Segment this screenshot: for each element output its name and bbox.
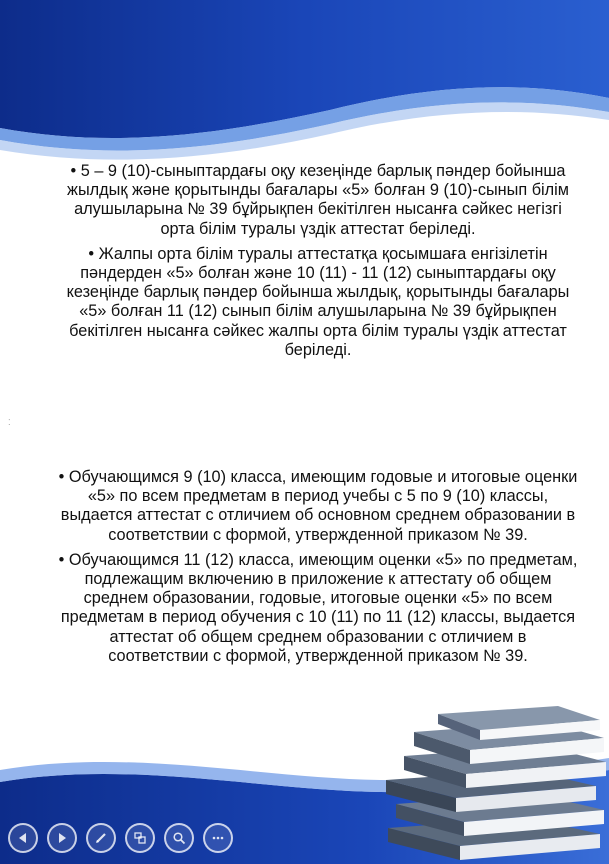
ru-paragraph-1: • Обучающимся 9 (10) класса, имеющим годовые и итоговые оценки «5» по всем предметам в период учебы с 5 по 9 (10) классы, выдается аттестат с отличием об основном среднем образовании в соответствии с формой, утвержденной приказом № 39. <box>58 468 578 544</box>
more-icon <box>211 831 225 845</box>
zoom-button[interactable] <box>164 823 194 853</box>
russian-text-block <box>58 468 578 672</box>
pen-icon <box>94 831 108 845</box>
back-button[interactable] <box>8 823 38 853</box>
slide-navigation <box>8 823 233 857</box>
ru-paragraph-2: • Обучающимся 11 (12) класса, имеющим оценки «5» по предметам, подлежащим включению в приложение к аттестату об общем среднем образовании, годовые, итоговые оценки «5» по всем предметам в период обучения с 10 (11) по 11 (12) классы, выдается аттестат об общем среднем образовании с отличием в соответствии с формой, утвержденной приказом № 39. <box>58 550 578 665</box>
slides-icon <box>133 831 147 845</box>
kazakh-text-block <box>58 162 578 366</box>
zoom-icon <box>172 831 186 845</box>
forward-icon <box>55 831 69 845</box>
pen-button[interactable] <box>86 823 116 853</box>
books-stack-icon <box>378 700 609 864</box>
more-button[interactable] <box>203 823 233 853</box>
kz-paragraph-1: • 5 – 9 (10)-сыныптардағы оқу кезеңінде барлық пәндер бойынша жылдық және қорытынды бағалары «5» болған 9 (10)-сынып білім алушыларына № 39 бұйрықпен бекітілген нысанға сәйкес негізгі орта білім туралы үздік аттестат беріледі. <box>67 162 569 238</box>
kz-paragraph-2: • Жалпы орта білім туралы аттестатқа қосымшаға енгізілетін пәндерден «5» болған және 10 (11) - 11 (12) сыныптардағы оқу кезеңінде барлық пәндер бойынша жылдық, қорытынды бағалары «5» болған 11 (12) сынып білім алушыларына № 39 бұйрықпен бекітілген нысанға сәйкес жалпы орта білім туралы үздік аттестат беріледі. <box>66 244 570 359</box>
slides-button[interactable] <box>125 823 155 853</box>
stray-mark: ⁚ <box>8 418 11 427</box>
forward-button[interactable] <box>47 823 77 853</box>
back-icon <box>16 831 30 845</box>
